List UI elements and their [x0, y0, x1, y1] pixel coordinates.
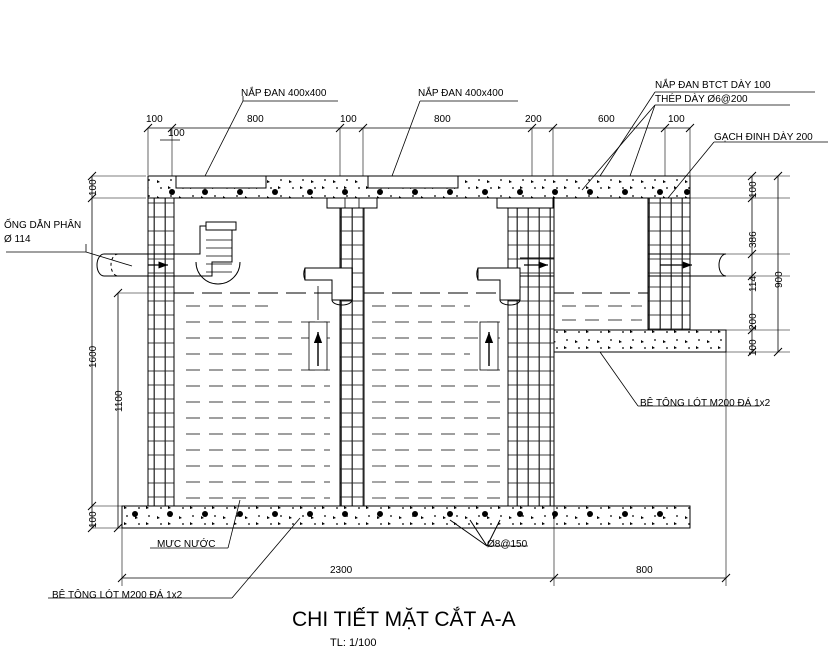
callout-rebar-bottom: Ø8@150: [487, 539, 528, 550]
dim-top-3: 800: [247, 114, 264, 125]
dim-top-7: 600: [598, 114, 615, 125]
dim-top-8: 100: [668, 114, 685, 125]
callout-lean-concrete-right: BÊ TÔNG LÓT M200 ĐÁ 1x2: [640, 398, 771, 409]
callout-inlet-pipe-line2: Ø 114: [4, 234, 31, 245]
callout-brick: GẠCH ĐINH DÀY 200: [714, 132, 813, 143]
callout-water-level: MỰC NƯỚC: [157, 539, 216, 550]
callout-inlet-pipe-line1: ỐNG DẪN PHÂN: [4, 220, 82, 231]
dim-left-2: 1600: [88, 345, 99, 368]
drawing-title: CHI TIẾT MẶT CẮT A-A: [292, 608, 516, 631]
dim-right-2: 386: [748, 231, 759, 248]
dim-right-6: 900: [774, 271, 785, 288]
dim-top-5: 800: [434, 114, 451, 125]
callout-slab-top-2: THÉP DÀY Ø6@200: [655, 94, 748, 105]
dim-right-5: 100: [748, 339, 759, 356]
dim-bottom-1: 2300: [330, 565, 353, 576]
dim-right-1: 100: [748, 181, 759, 198]
dim-right-3: 114: [748, 276, 759, 292]
dim-right-4: 200: [748, 313, 759, 330]
dim-top-6: 200: [525, 114, 542, 125]
dim-top-4: 100: [340, 114, 357, 125]
callout-lid-mid: NẮP ĐAN 400x400: [418, 88, 504, 99]
dim-top-1: 100: [146, 114, 163, 125]
callout-lid-left: NẮP ĐAN 400x400: [241, 88, 327, 99]
dim-left-3: 1100: [114, 390, 125, 412]
dim-top-2: 100: [168, 128, 185, 139]
callout-slab-top-1: NẮP ĐAN BTCT DÀY 100: [655, 80, 771, 91]
dim-bottom-2: 800: [636, 565, 653, 576]
drawing-scale: TL: 1/100: [330, 637, 377, 649]
dim-left-4: 100: [88, 511, 99, 528]
dim-left-1: 100: [88, 179, 99, 196]
callout-lean-concrete-bottom: BÊ TÔNG LÓT M200 ĐÁ 1x2: [52, 590, 183, 601]
